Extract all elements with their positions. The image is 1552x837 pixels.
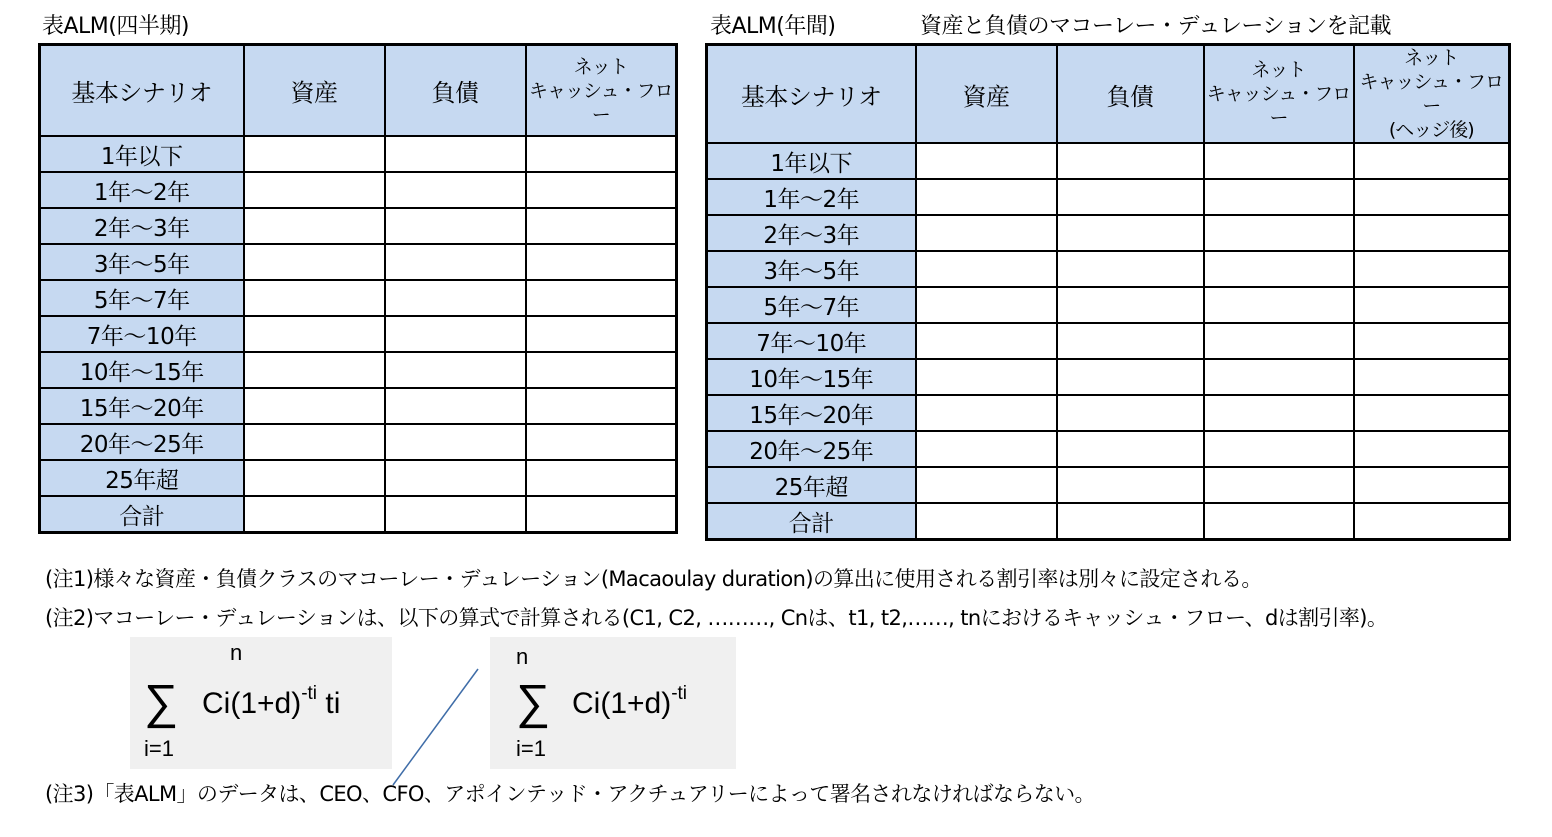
- row-label: 合計: [40, 496, 244, 533]
- row-label: 合計: [707, 503, 916, 540]
- formula-lower-limit: i=1: [516, 736, 546, 761]
- row-label: 20年～25年: [707, 431, 916, 467]
- sum-symbol: ∑: [144, 676, 179, 729]
- header-net-cash-flow-hedged: ネット キャッシュ・フロー (ヘッジ後): [1354, 45, 1510, 144]
- note-3: (注3)「表ALM」のデータは、CEO、CFO、アポインテッド・アクチュアリーによって署名されなければならない。: [45, 782, 1095, 806]
- sum-symbol: ∑: [516, 676, 551, 729]
- row-label: 25年超: [707, 467, 916, 503]
- header-scenario: 基本シナリオ: [40, 45, 244, 137]
- formula-numerator-expression: $Ci(1+d)^{-ti}$ ti: [202, 683, 341, 720]
- row-label: 20年～25年: [40, 424, 244, 460]
- row-label: 5年～7年: [707, 287, 916, 323]
- right-table-subtitle: 資産と負債のマコーレー・デュレーションを記載: [920, 14, 1392, 39]
- header-assets: 資産: [916, 45, 1057, 144]
- formula-upper-limit: n: [516, 644, 529, 669]
- row-label: 1年～2年: [40, 172, 244, 208]
- row-label: 1年以下: [707, 143, 916, 179]
- row-label: 2年～3年: [707, 215, 916, 251]
- row-label: 5年～7年: [40, 280, 244, 316]
- formula-denominator-expression: $Ci(1+d)^{-ti}$: [572, 683, 688, 720]
- left-table-title: 表ALM(四半期): [42, 14, 189, 39]
- row-label: 1年以下: [40, 136, 244, 172]
- formula-upper-limit: n: [230, 640, 243, 665]
- row-label: 7年～10年: [40, 316, 244, 352]
- row-label: 2年～3年: [40, 208, 244, 244]
- header-liabilities: 負債: [385, 45, 526, 137]
- row-label: 7年～10年: [707, 323, 916, 359]
- header-liabilities: 負債: [1057, 45, 1204, 144]
- row-label: 3年～5年: [707, 251, 916, 287]
- right-table-title: 表ALM(年間): [710, 14, 836, 39]
- row-label: 10年～15年: [707, 359, 916, 395]
- row-label: 25年超: [40, 460, 244, 496]
- note-1: (注1)様々な資産・負債クラスのマコーレー・デュレーション(Macaoulay duration)の算出に使用される割引率は別々に設定される。: [45, 567, 1262, 591]
- header-assets: 資産: [244, 45, 385, 137]
- formula-lower-limit: i=1: [144, 736, 174, 761]
- header-net-cash-flow: ネット キャッシュ・フロー: [1204, 45, 1354, 144]
- row-label: 1年～2年: [707, 179, 916, 215]
- header-scenario: 基本シナリオ: [707, 45, 916, 144]
- note-2: (注2)マコーレー・デュレーションは、以下の算式で計算される(C1, C2, ………, Cnは、t1, t2,……, tnにおけるキャッシュ・フロー、dは割引率)。: [45, 606, 1388, 630]
- row-label: 3年～5年: [40, 244, 244, 280]
- row-label: 10年～15年: [40, 352, 244, 388]
- header-net-cash-flow: ネット キャッシュ・フロー: [526, 45, 677, 137]
- row-label: 15年～20年: [40, 388, 244, 424]
- row-label: 15年～20年: [707, 395, 916, 431]
